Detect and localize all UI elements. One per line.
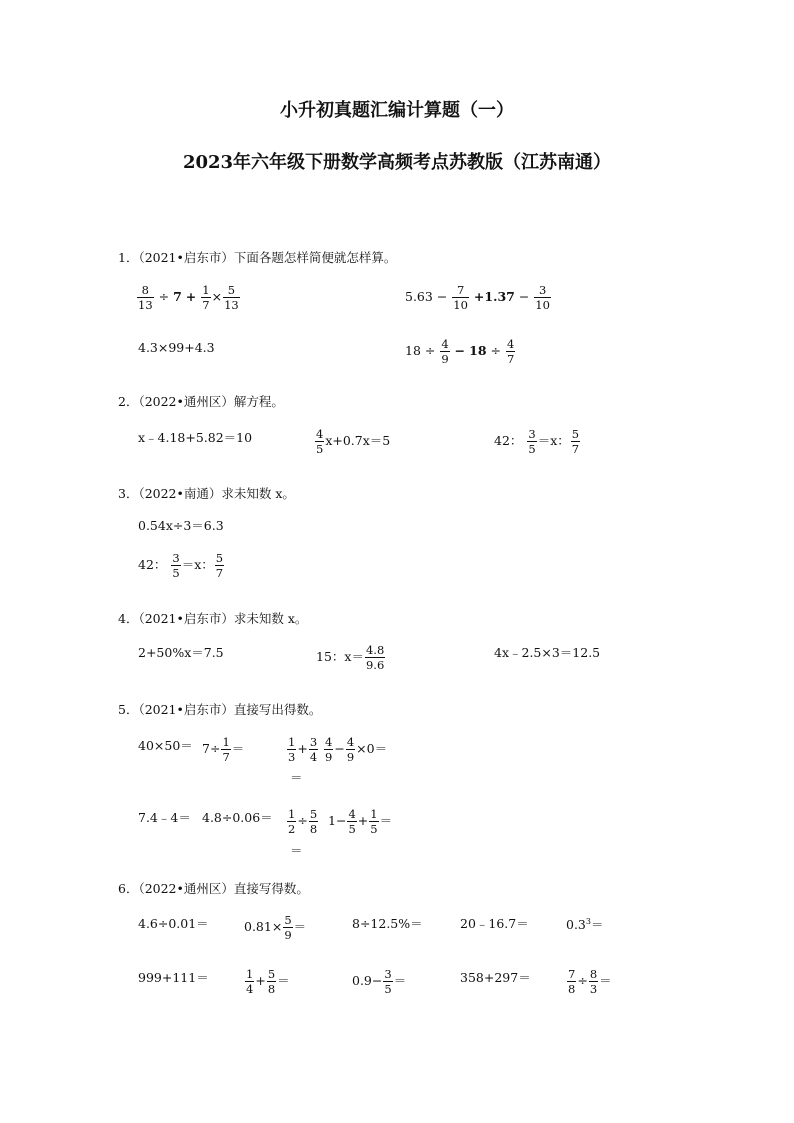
fraction-numerator: 8	[589, 967, 598, 981]
q5-item-7-equals: ＝	[290, 843, 303, 858]
q6-item-8	[352, 968, 406, 995]
fraction	[283, 914, 292, 941]
fraction-denominator: 4	[246, 982, 254, 997]
q5-item-6: 4.8÷0.06＝	[202, 810, 273, 825]
math-token: 5.63	[405, 289, 433, 305]
fraction-denominator: 5	[316, 442, 324, 457]
q1-expression-3: 4.3×99+4.3	[138, 340, 215, 355]
fraction-numerator: 5	[267, 967, 276, 981]
question-2-header: 2．（2022•通州区）解方程。	[118, 394, 284, 409]
fraction-denominator: 3	[589, 982, 598, 997]
q6-item-5	[566, 918, 604, 932]
fraction	[315, 428, 324, 455]
fraction-denominator: 7	[202, 298, 210, 313]
q1-expression-2	[405, 284, 552, 311]
math-token: 42：	[494, 433, 523, 449]
math-token: +	[297, 741, 308, 757]
fraction-numerator: 1	[222, 735, 230, 749]
fraction	[201, 284, 210, 311]
q1-expression-4	[405, 338, 516, 365]
fraction-numerator: 4	[325, 735, 333, 749]
math-token: 1−	[328, 813, 347, 829]
fraction-numerator: 4	[346, 735, 355, 749]
math-token: ÷	[490, 343, 502, 359]
fraction-denominator: 8	[568, 982, 576, 997]
fraction	[215, 552, 224, 579]
fraction-denominator: 5	[172, 566, 180, 581]
question-6-header: 6．（2022•通州区）直接写得数。	[118, 881, 309, 896]
math-token: 15：x＝	[316, 649, 364, 665]
fraction-numerator: 7	[452, 284, 469, 298]
q6-item-2	[244, 914, 306, 941]
fraction	[346, 736, 355, 763]
math-token: 18	[405, 343, 421, 359]
page-title: 小升初真题汇编计算题（一）	[280, 100, 514, 121]
fraction-denominator: 13	[138, 298, 153, 313]
q6-item-7	[244, 968, 290, 995]
fraction-denominator: 7	[571, 442, 580, 457]
fraction	[309, 736, 318, 763]
fraction-numerator: 3	[384, 967, 392, 981]
fraction	[365, 644, 385, 671]
fraction-numerator: 5	[309, 807, 318, 821]
q2-equation-3	[494, 428, 581, 455]
fraction-denominator: 7	[507, 352, 515, 367]
math-token: ＝	[590, 917, 604, 933]
fraction-denominator: 13	[224, 298, 239, 313]
math-token: 0.3	[566, 917, 586, 933]
fraction	[287, 736, 296, 763]
fraction-numerator: 1	[202, 283, 210, 297]
q4-equation-3: 4x﹣2.5×3＝12.5	[494, 645, 601, 660]
fraction-denominator: 8	[267, 982, 276, 997]
fraction-denominator: 5	[528, 442, 536, 457]
math-token: −	[454, 343, 466, 359]
fraction	[221, 736, 230, 763]
fraction	[452, 284, 469, 311]
math-token: ＝x：	[181, 557, 214, 573]
fraction-denominator: 7	[215, 566, 224, 581]
fraction-denominator: 5	[370, 822, 378, 837]
fraction-numerator: 7	[568, 967, 576, 981]
fraction-denominator: 5	[384, 982, 392, 997]
fraction	[171, 552, 180, 579]
question-5-header: 5．（2021•启东市）直接写出得数。	[118, 702, 322, 717]
fraction	[347, 808, 356, 835]
q6-item-3: 8÷12.5%＝	[352, 916, 423, 931]
q6-item-4: 20﹣16.7＝	[460, 916, 529, 931]
fraction-numerator: 3	[528, 427, 536, 441]
fraction	[589, 968, 598, 995]
math-token: ÷	[297, 813, 308, 829]
math-token: 0.81×	[244, 919, 283, 935]
math-token: 0.9−	[352, 973, 383, 989]
fraction	[245, 968, 254, 995]
fraction	[324, 736, 333, 763]
fraction	[506, 338, 515, 365]
math-token: +	[357, 813, 369, 829]
math-token: 18	[469, 343, 487, 359]
q1-expression-1	[136, 284, 241, 311]
fraction-numerator: 1	[370, 807, 378, 821]
math-token: ÷	[424, 343, 436, 359]
fraction	[137, 284, 154, 311]
fraction	[527, 428, 536, 455]
fraction	[369, 808, 378, 835]
fraction-denominator: 9	[346, 750, 355, 765]
question-4-header: 4．（2021•启东市）求未知数 x。	[118, 611, 308, 626]
q6-item-10	[566, 968, 612, 995]
fraction	[267, 968, 276, 995]
q5-item-7	[286, 808, 319, 835]
fraction-numerator: 4	[316, 427, 324, 441]
fraction-numerator: 8	[137, 284, 154, 298]
fraction-denominator: 5	[348, 822, 356, 837]
math-token: ＝	[379, 813, 393, 829]
math-token: ＝	[599, 973, 612, 989]
q6-item-1: 4.6÷0.01＝	[138, 916, 209, 931]
fraction-numerator: 1	[288, 735, 296, 749]
math-token: ＝	[293, 919, 307, 935]
q6-item-9: 358+297＝	[460, 970, 531, 985]
math-token: ＝	[277, 973, 290, 989]
fraction-denominator: 9	[441, 352, 449, 367]
q5-item-8	[328, 808, 392, 835]
fraction	[287, 808, 296, 835]
fraction-numerator: 5	[215, 551, 224, 565]
fraction-numerator: 4	[348, 807, 356, 821]
fraction-denominator: 8	[309, 822, 318, 837]
math-token: −	[518, 289, 530, 305]
fraction	[309, 808, 318, 835]
math-token: ÷	[577, 973, 588, 989]
fraction-denominator: 2	[288, 822, 296, 837]
math-token: ×	[211, 289, 223, 305]
fraction-denominator: 10	[535, 298, 550, 313]
q4-equation-2	[316, 644, 386, 671]
math-token: +	[185, 289, 197, 305]
math-token: ＝x：	[537, 433, 570, 449]
math-token: ÷	[158, 289, 170, 305]
fraction-numerator: 3	[534, 284, 551, 298]
fraction-numerator: 4	[441, 337, 449, 351]
fraction-denominator: 9.6	[365, 658, 385, 673]
fraction-denominator: 3	[288, 750, 296, 765]
q2-equation-2	[314, 428, 390, 455]
math-token: ＝	[393, 973, 407, 989]
q5-item-5: 7.4﹣4＝	[138, 810, 191, 825]
q6-item-6: 999+111＝	[138, 970, 209, 985]
fraction-denominator: 4	[309, 750, 318, 765]
question-1-header: 1．（2021•启东市）下面各题怎样简便就怎样算。	[118, 250, 397, 265]
q5-item-4	[323, 736, 387, 763]
fraction-numerator: 1	[288, 807, 296, 821]
math-token: x+0.7x＝5	[325, 433, 391, 449]
fraction-denominator: 7	[222, 750, 230, 765]
math-token: −	[436, 289, 448, 305]
fraction-denominator: 10	[453, 298, 468, 313]
q5-item-1: 40×50＝	[138, 738, 193, 753]
q5-item-2	[202, 736, 244, 763]
page-subtitle: 2023年六年级下册数学高频考点苏教版（江苏南通）	[182, 152, 612, 173]
q5-item-3-equals: ＝	[290, 770, 303, 785]
fraction-numerator: 3	[309, 735, 318, 749]
fraction-numerator: 5	[223, 284, 240, 298]
math-token: 7÷	[202, 741, 221, 757]
fraction-numerator: 4.8	[365, 643, 385, 657]
fraction-denominator: 9	[325, 750, 333, 765]
q3-equation-2	[138, 552, 225, 579]
fraction	[571, 428, 580, 455]
math-token: +1.37	[473, 289, 515, 305]
fraction-denominator: 9	[284, 928, 292, 943]
math-token: 7	[173, 289, 182, 305]
fraction	[534, 284, 551, 311]
fraction	[440, 338, 449, 365]
q5-item-3	[286, 736, 319, 763]
q2-equation-1: x﹣4.18+5.82＝10	[138, 430, 253, 445]
q4-equation-1: 2+50%x＝7.5	[138, 645, 224, 660]
question-3-header: 3．（2022•南通）求未知数 x。	[118, 486, 295, 501]
fraction	[567, 968, 576, 995]
q3-equation-1: 0.54x÷3＝6.3	[138, 518, 224, 533]
fraction-numerator: 1	[246, 967, 254, 981]
math-token: −	[334, 741, 345, 757]
math-token: +	[255, 973, 266, 989]
math-token: ×0＝	[356, 741, 388, 757]
math-token: ＝	[231, 741, 245, 757]
fraction-numerator: 4	[507, 337, 515, 351]
fraction-numerator: 5	[571, 427, 580, 441]
fraction	[223, 284, 240, 311]
fraction-numerator: 3	[172, 551, 180, 565]
fraction-numerator: 5	[284, 913, 292, 927]
fraction	[383, 968, 392, 995]
math-token: 3	[585, 917, 591, 926]
math-token: 42：	[138, 557, 167, 573]
